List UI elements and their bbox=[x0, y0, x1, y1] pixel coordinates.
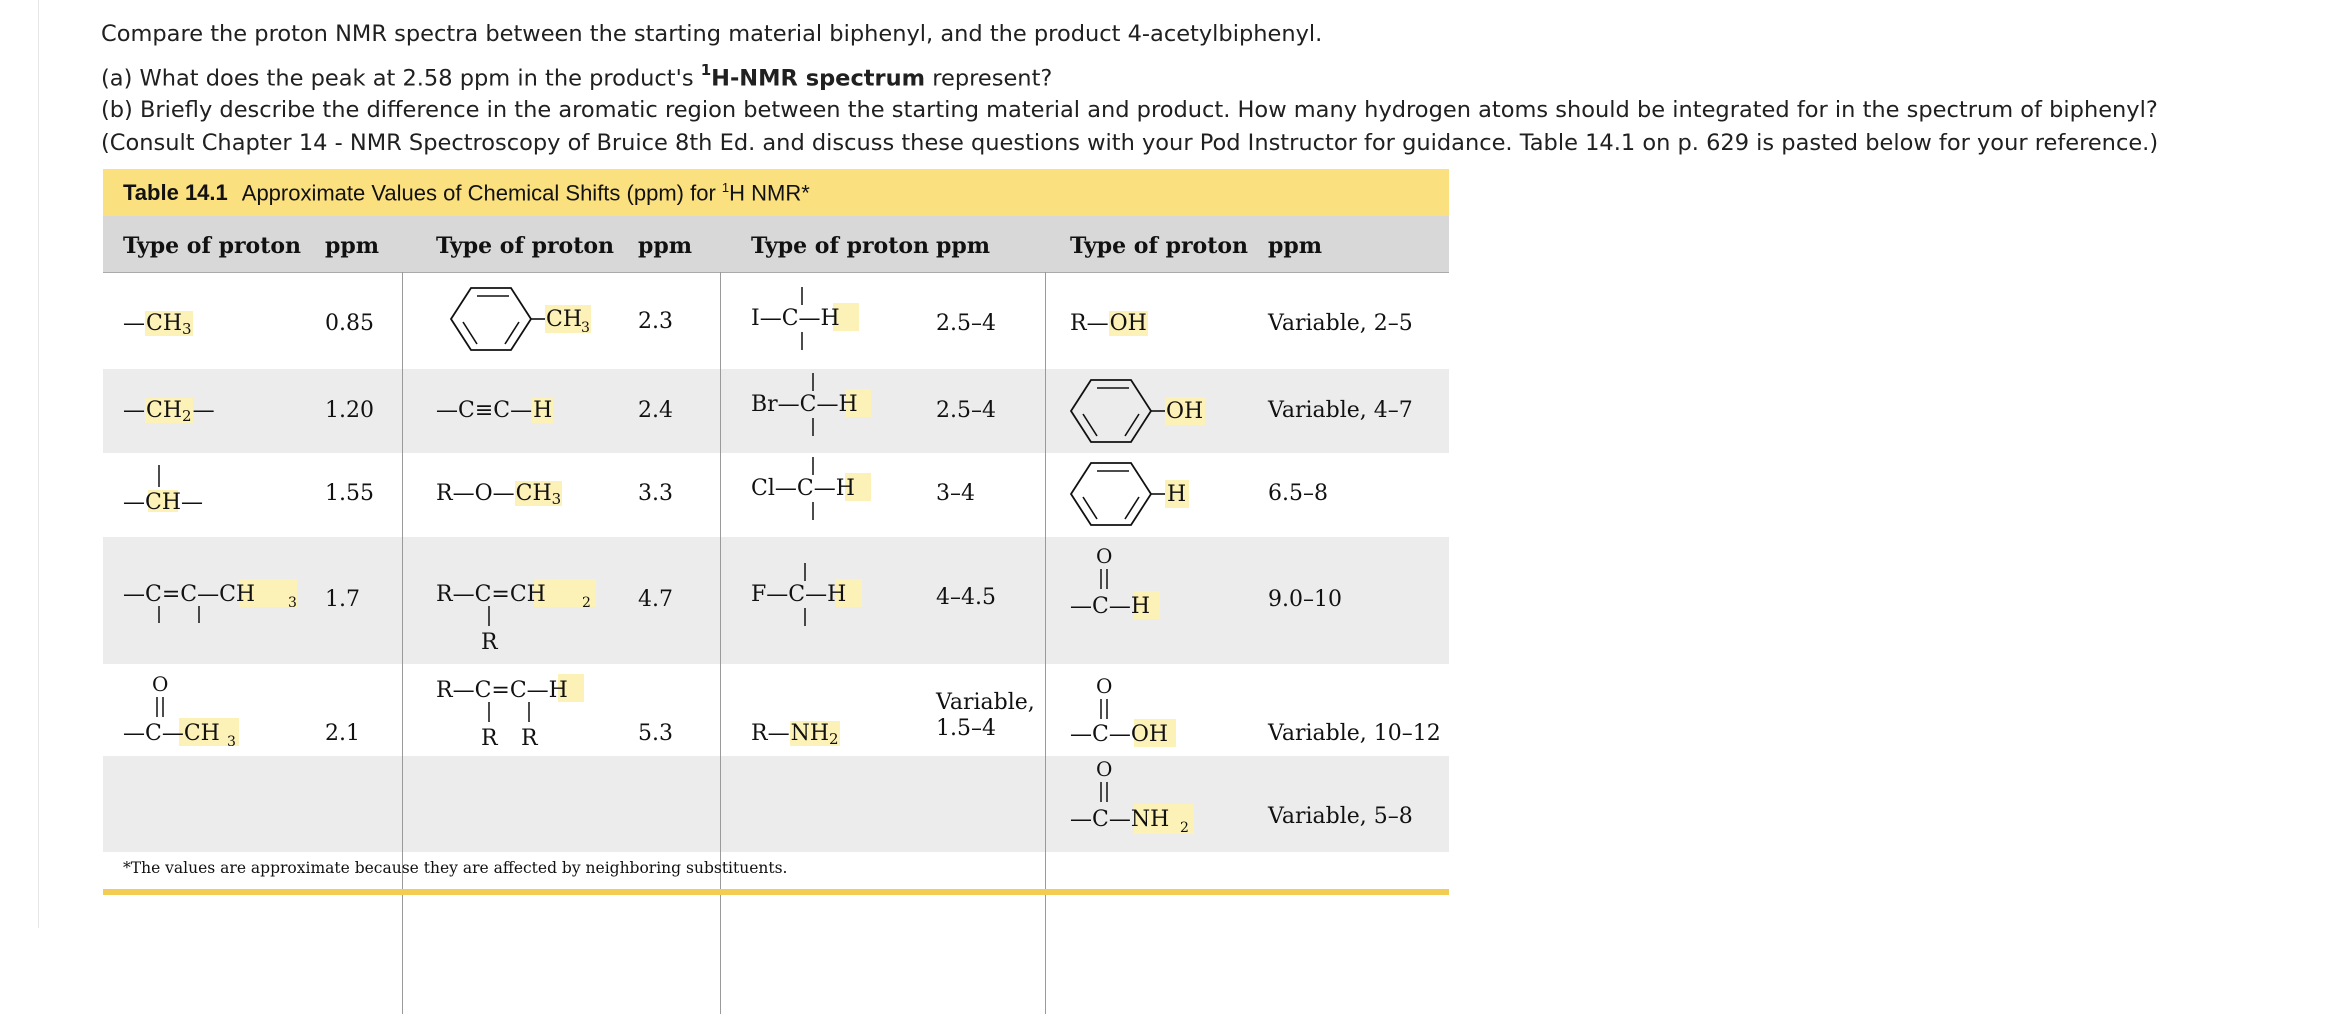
structure-amine: $R—NH_2$ bbox=[751, 721, 839, 748]
structure-methylene: $—CH_2—$ bbox=[123, 398, 215, 425]
header-ppm-1: ppm bbox=[325, 233, 380, 259]
svg-text:—C—CH: —C—CH bbox=[123, 721, 220, 746]
ppm-methyl: 0.85 bbox=[325, 311, 374, 336]
part-a-text: (a) What does the peak at 2.58 ppm in the product's bbox=[101, 65, 701, 92]
ppm-chloride: 3–4 bbox=[936, 481, 975, 506]
svg-text:—C=C—CH: —C=C—CH bbox=[123, 582, 256, 607]
svg-text:R: R bbox=[481, 726, 498, 751]
ppm-alkyne: 2.4 bbox=[638, 398, 673, 423]
table-header bbox=[103, 216, 1449, 273]
svg-text:2: 2 bbox=[1180, 820, 1189, 836]
ppm-iodide: 2.5–4 bbox=[936, 311, 996, 336]
part-a-bold: H-NMR spectrum bbox=[711, 65, 926, 92]
ppm-fluoride: 4–4.5 bbox=[936, 585, 996, 610]
header-type-3: Type of proton bbox=[751, 233, 930, 259]
structure-vinyl bbox=[436, 669, 616, 749]
structure-allylic bbox=[123, 573, 303, 633]
svg-text:—C—OH: —C—OH bbox=[1070, 722, 1169, 747]
header-type-2: Type of proton bbox=[436, 233, 615, 259]
header-type-1: Type of proton bbox=[123, 233, 302, 259]
ppm-methyl-ketone: 2.1 bbox=[325, 721, 360, 746]
structure-vinylidene bbox=[436, 573, 616, 653]
left-divider bbox=[38, 0, 39, 928]
structure-carboxylic-acid bbox=[1070, 671, 1200, 751]
table-title-end: H NMR* bbox=[729, 180, 810, 206]
question-part-b: (b) Briefly describe the difference in the aromatic region between the starting material and product. How many hydrogen atoms should be integrated for in the spectrum of biphenyl? bbox=[101, 97, 2158, 123]
structure-fluoride bbox=[751, 563, 891, 633]
ppm-ether: 3.3 bbox=[638, 481, 673, 506]
svg-text:O: O bbox=[1096, 674, 1113, 698]
ppm-amine-line2: 1.5–4 bbox=[936, 716, 996, 741]
ppm-benzylic: 2.3 bbox=[638, 309, 673, 334]
structure-phenol bbox=[1067, 376, 1217, 446]
table-caption bbox=[103, 169, 1449, 216]
ppm-vinyl: 5.3 bbox=[638, 721, 673, 746]
svg-text:3: 3 bbox=[227, 734, 236, 750]
ppm-methylene: 1.20 bbox=[325, 398, 374, 423]
structure-methine bbox=[123, 457, 223, 517]
svg-text:3: 3 bbox=[581, 320, 590, 336]
svg-text:R: R bbox=[481, 630, 498, 655]
table-footnote: *The values are approximate because they are affected by neighboring substituents. bbox=[123, 859, 788, 877]
svg-text:2: 2 bbox=[582, 595, 591, 611]
table-number: Table 14.1 bbox=[123, 180, 228, 206]
header-ppm-2: ppm bbox=[638, 233, 693, 259]
structure-benzylic bbox=[433, 284, 603, 354]
header-ppm-4: ppm bbox=[1268, 233, 1323, 259]
table-title-text: Approximate Values of Chemical Shifts (ppm) for bbox=[241, 180, 722, 206]
column-divider-2 bbox=[720, 272, 721, 1014]
svg-text:O: O bbox=[152, 672, 169, 696]
svg-text:Br—C—H: Br—C—H bbox=[751, 392, 858, 417]
structure-aldehyde bbox=[1070, 541, 1200, 621]
ppm-allylic: 1.7 bbox=[325, 587, 360, 612]
ppm-alcohol: Variable, 2–5 bbox=[1268, 311, 1413, 336]
svg-text:—CH—: —CH— bbox=[123, 490, 204, 515]
svg-text:F—C—H: F—C—H bbox=[751, 582, 847, 607]
part-a-superscript: 1 bbox=[700, 61, 712, 79]
structure-methyl: $—CH_3$ bbox=[123, 311, 192, 338]
chemical-shift-table bbox=[103, 169, 1449, 896]
structure-ether: $R—O—CH_3$ bbox=[436, 481, 562, 508]
ppm-phenol: Variable, 4–7 bbox=[1268, 398, 1413, 423]
ppm-amine-line1: Variable, bbox=[936, 690, 1035, 715]
structure-iodide bbox=[751, 287, 891, 357]
ppm-vinylidene: 4.7 bbox=[638, 587, 673, 612]
row-band-6 bbox=[103, 756, 1449, 852]
header-type-4: Type of proton bbox=[1070, 233, 1249, 259]
svg-text:R: R bbox=[521, 726, 538, 751]
ppm-aryl-h: 6.5–8 bbox=[1268, 481, 1328, 506]
svg-text:O: O bbox=[1096, 544, 1113, 568]
ppm-aldehyde: 9.0–10 bbox=[1268, 587, 1342, 612]
column-divider-3 bbox=[1045, 272, 1046, 1014]
table-title-sup: 1 bbox=[721, 180, 730, 195]
structure-chloride bbox=[751, 457, 901, 527]
svg-text:—C—H: —C—H bbox=[1070, 594, 1151, 619]
part-a-end: represent? bbox=[925, 65, 1053, 92]
svg-text:R—C=CH: R—C=CH bbox=[436, 582, 546, 607]
structure-methyl-ketone bbox=[123, 669, 253, 749]
question-consult: (Consult Chapter 14 - NMR Spectroscopy of Bruice 8th Ed. and discuss these questions with your Pod Instructor for guidance. Table 14.1 on p. 629 is pasted below for your reference.) bbox=[101, 130, 2159, 156]
header-ppm-3: ppm bbox=[936, 233, 991, 259]
svg-text:O: O bbox=[1096, 757, 1113, 781]
svg-text:R—C=C—H: R—C=C—H bbox=[436, 678, 568, 703]
svg-text:—C—NH: —C—NH bbox=[1070, 807, 1170, 832]
ppm-methine: 1.55 bbox=[325, 481, 374, 506]
structure-alkyne: —C≡C—H bbox=[436, 398, 553, 423]
svg-text:CH: CH bbox=[546, 307, 583, 332]
structure-bromide bbox=[751, 373, 901, 443]
table-bottom-rule bbox=[103, 889, 1449, 895]
ppm-amide: Variable, 5–8 bbox=[1268, 804, 1413, 829]
svg-text:Cl—C—H: Cl—C—H bbox=[751, 476, 855, 501]
question-part-a bbox=[101, 58, 1052, 93]
structure-amide bbox=[1070, 754, 1210, 838]
svg-text:H: H bbox=[1167, 482, 1187, 507]
ppm-carboxylic-acid: Variable, 10–12 bbox=[1268, 721, 1441, 746]
svg-text:OH: OH bbox=[1166, 399, 1204, 424]
table-title bbox=[123, 180, 810, 206]
svg-text:3: 3 bbox=[288, 595, 297, 611]
svg-text:I—C—H: I—C—H bbox=[751, 306, 840, 331]
ppm-bromide: 2.5–4 bbox=[936, 398, 996, 423]
structure-aryl-h bbox=[1067, 459, 1217, 529]
column-divider-1 bbox=[402, 272, 403, 1014]
structure-alcohol: R—OH bbox=[1070, 311, 1147, 336]
question-intro: Compare the proton NMR spectra between the starting material biphenyl, and the product 4-acetylbiphenyl. bbox=[101, 21, 1323, 47]
